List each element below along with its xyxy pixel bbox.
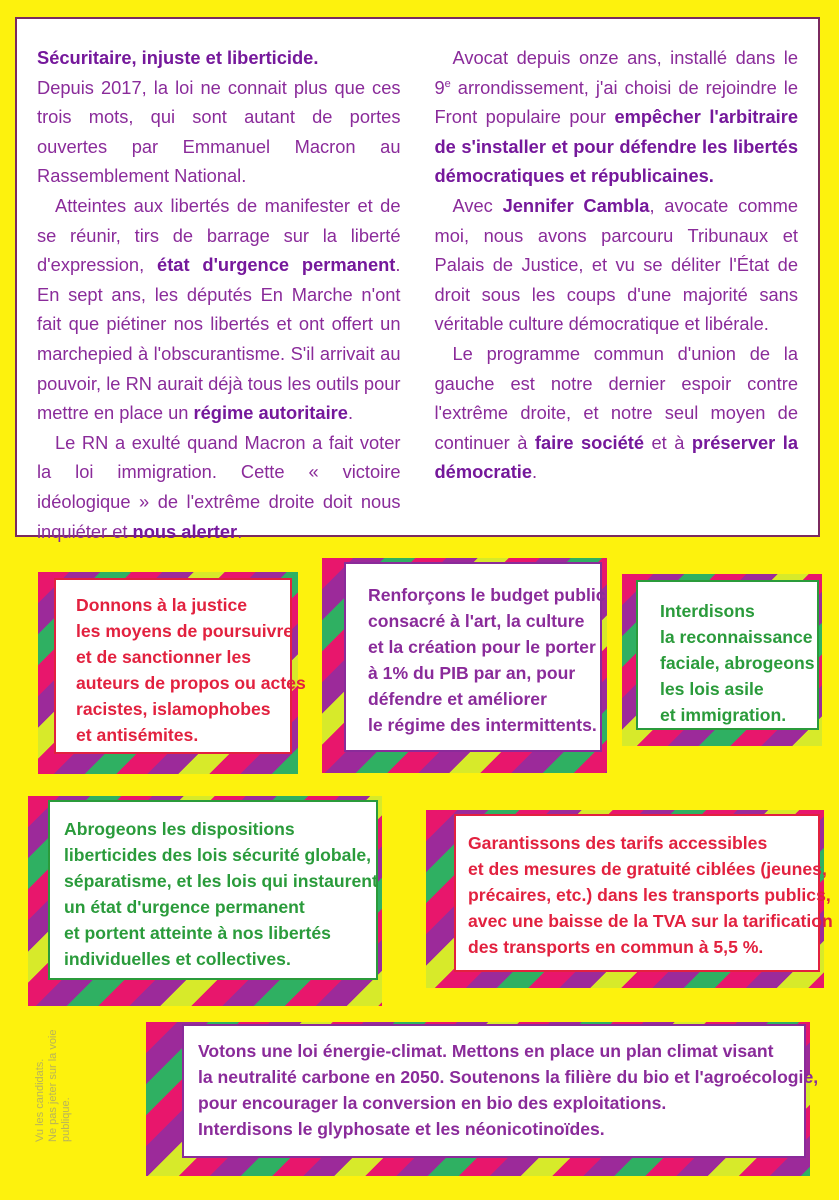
- card-facial: [636, 580, 819, 730]
- card-line: individuelles et collectives.: [64, 949, 291, 969]
- card-line: Interdisons: [660, 601, 755, 621]
- card-line: et immigration.: [660, 705, 787, 725]
- card-line: précaires, etc.) dans les transports publics,: [468, 885, 831, 905]
- card-line: Donnons à la justice: [76, 595, 248, 615]
- card-culture: [344, 562, 606, 752]
- card-line: et portent atteinte à nos libertés: [64, 923, 331, 943]
- card-line: et antisémites.: [76, 725, 199, 745]
- legal-note-line: Ne pas jeter sur la voie: [47, 1029, 59, 1142]
- card-line: et des mesures de gratuité ciblées (jeunes,: [468, 859, 827, 879]
- card-line: auteurs de propos ou actes: [76, 673, 306, 693]
- card-line: défendre et améliorer: [368, 689, 547, 709]
- left-heading: Sécuritaire, injuste et liberticide.: [37, 47, 319, 68]
- right-paragraph-1: Avocat depuis onze ans, installé dans le 9e arrondissement, j'ai choisi de rejoindre le Front populaire pour empêcher l'arbitraire de s'installer et pour défendre les libertés démocratiques et républicaines.: [434, 47, 798, 187]
- card-line: Renforçons le budget public: [368, 585, 606, 605]
- card-line: séparatisme, et les lois qui instaurent: [64, 871, 378, 891]
- card-justice-wrap: [38, 572, 306, 774]
- card-line: liberticides des lois sécurité globale,: [64, 845, 372, 865]
- legal-note: [34, 1029, 73, 1142]
- card-transport: [454, 814, 833, 972]
- card-line: pour encourager la conversion en bio des exploitations.: [198, 1093, 667, 1113]
- card-line: les lois asile: [660, 679, 764, 699]
- card-line: des transports en commun à 5,5 %.: [468, 937, 764, 957]
- left-paragraph-3: Le RN a exulté quand Macron a fait voter la loi immigration. Cette « victoire idéologique » de l'extrême droite doit nous inquiéter et nous alerter.: [37, 431, 401, 542]
- card-culture-wrap: [322, 558, 607, 773]
- main-text-box: [15, 17, 820, 542]
- card-line: et la création pour le porter: [368, 637, 596, 657]
- card-climate-wrap: [146, 1022, 819, 1176]
- card-line: Interdisons le glyphosate et les néonicotinoïdes.: [198, 1119, 605, 1139]
- card-line: et de sanctionner les: [76, 647, 252, 667]
- card-line: racistes, islamophobes: [76, 699, 271, 719]
- card-line: Abrogeons les dispositions: [64, 819, 295, 839]
- card-climate: [182, 1024, 819, 1158]
- right-column: [435, 43, 799, 519]
- card-line: Garantissons des tarifs accessibles: [468, 833, 768, 853]
- card-line: à 1% du PIB par an, pour: [368, 663, 576, 683]
- card-line: consacré à l'art, la culture: [368, 611, 585, 631]
- card-line: un état d'urgence permanent: [64, 897, 305, 917]
- card-line: Votons une loi énergie-climat. Mettons en place un plan climat visant: [198, 1041, 774, 1061]
- card-justice: [54, 578, 306, 754]
- card-facial-wrap: [622, 574, 822, 746]
- card-line: les moyens de poursuivre: [76, 621, 294, 641]
- left-paragraph-1: Depuis 2017, la loi ne connait plus que ces trois mots, qui sont autant de portes ouvertes par Emmanuel Macron au Rassemblement National.: [37, 76, 401, 187]
- right-paragraph-2: Avec Jennifer Cambla, avocate comme moi, nous avons parcouru Tribunaux et Palais de Justice, et vu se déliter l'État de droit sous les coups d'une majorité sans véritable culture démocratique et libérale.: [434, 194, 799, 335]
- card-line: la reconnaissance: [660, 627, 813, 647]
- right-paragraph-3: Le programme commun d'union de la gauche est notre dernier espoir contre l'extrême droite, et notre seul moyen de continuer à faire société et à préserver la démocratie.: [434, 342, 799, 483]
- card-transport-wrap: [426, 810, 833, 988]
- card-line: faciale, abrogeons: [660, 653, 815, 673]
- card-line: la neutralité carbone en 2050. Soutenons la filière du bio et l'agroécologie,: [198, 1067, 819, 1087]
- left-paragraph-2: Atteintes aux libertés de manifester et de se réunir, tirs de barrage sur la liberté d'expression, état d'urgence permanent. En sept ans, les députés En Marche n'ont fait que piétiner nos libertés et ont offert un marchepied à l'obscurantisme. S'il arrivait au pouvoir, le RN aurait déjà tous les outils pour mettre en place un régime autoritaire.: [37, 194, 401, 424]
- card-security-wrap: [28, 796, 382, 1006]
- legal-note-line: publique.: [60, 1097, 72, 1142]
- card-line: avec une baisse de la TVA sur la tarification: [468, 911, 833, 931]
- legal-note-line: Vu les candidats.: [34, 1058, 46, 1142]
- left-column: [37, 43, 401, 542]
- card-security: [48, 800, 378, 980]
- card-line: le régime des intermittents.: [368, 715, 597, 735]
